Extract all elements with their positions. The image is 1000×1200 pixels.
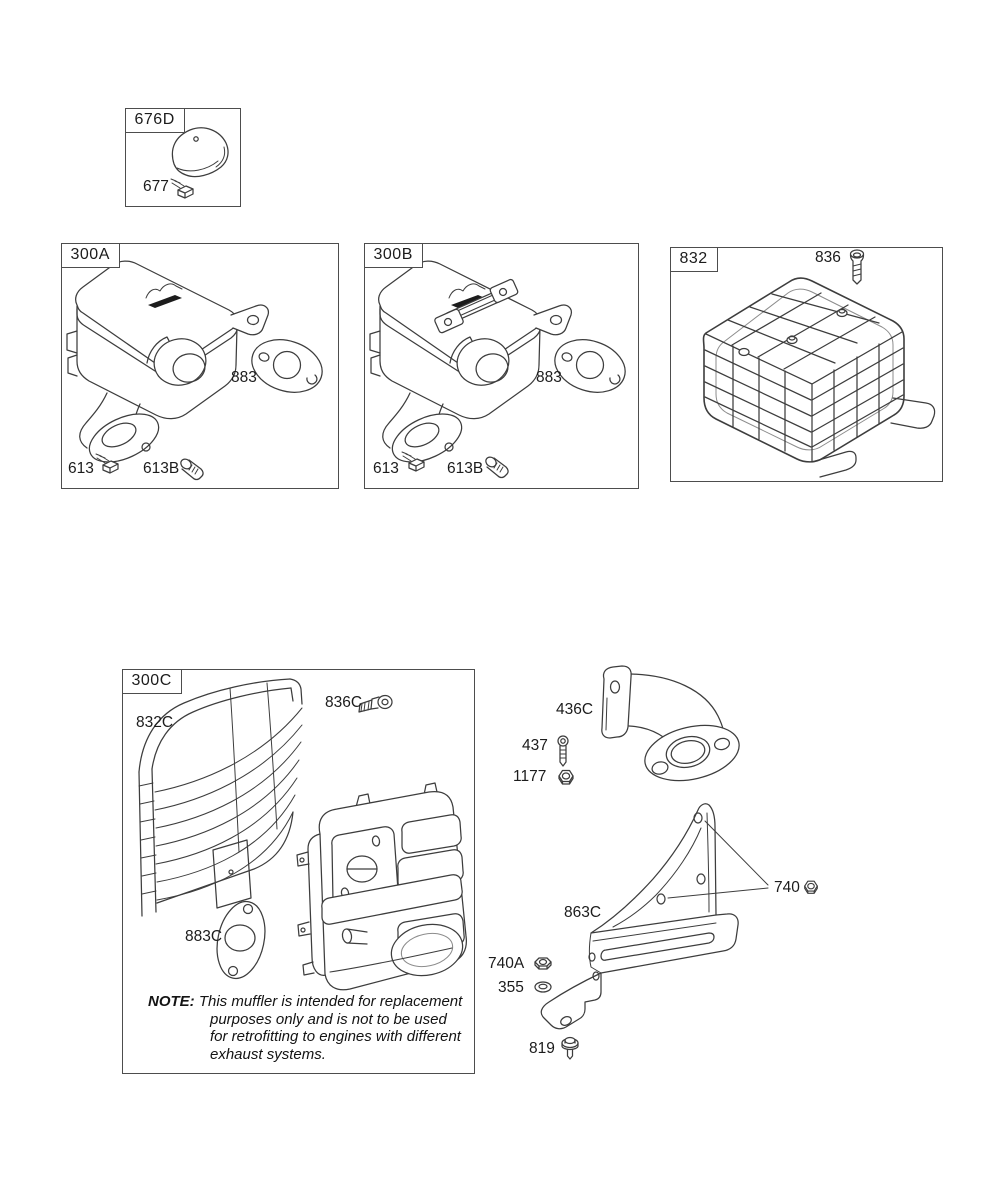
part-label-740a: 740A [488, 955, 525, 972]
group-box-title-300a: 300A [61, 243, 120, 268]
replacement-note [148, 993, 463, 1063]
nut-740-glyph [805, 881, 818, 893]
note-line-4: exhaust systems. [210, 1045, 326, 1063]
note-line-2: purposes only and is not to be used [210, 1010, 447, 1028]
part-label-436c: 436C [556, 701, 594, 718]
part-label-836c: 836C [325, 694, 363, 711]
screw-437-glyph [558, 736, 568, 766]
part-label-836: 836 [815, 249, 841, 266]
nut-740a-glyph [535, 958, 551, 969]
part-label-819: 819 [529, 1040, 555, 1057]
part-label-437: 437 [522, 737, 548, 754]
group-box-300a [61, 243, 339, 489]
part-label-883c: 883C [185, 928, 223, 945]
group-box-title-832: 832 [670, 247, 718, 272]
part-label-883-a: 883 [231, 369, 257, 386]
exhaust-elbow-436c-drawing [602, 666, 745, 789]
note-line-1: NOTE: This muffler is intended for replacement [148, 993, 463, 1010]
part-label-613b-a: 613B [143, 460, 180, 477]
group-box-300b [364, 243, 639, 489]
part-label-613-a: 613 [68, 460, 94, 477]
bolt-819-glyph [562, 1038, 578, 1060]
part-label-863c: 863C [564, 904, 602, 921]
part-label-883-b: 883 [536, 369, 562, 386]
part-label-613b-b: 613B [447, 460, 484, 477]
part-label-355: 355 [498, 979, 524, 996]
part-label-740: 740 [774, 879, 800, 896]
group-box-title-300b: 300B [364, 243, 423, 268]
part-label-677: 677 [143, 178, 169, 195]
washer-355-glyph [535, 982, 551, 992]
group-box-title-676d: 676D [125, 108, 185, 133]
nut-1177-glyph [559, 771, 573, 785]
group-box-832 [670, 247, 943, 482]
note-prefix: NOTE: [148, 993, 195, 1010]
note-line-3: for retrofitting to engines with different [210, 1028, 461, 1045]
group-box-title-300c: 300C [122, 669, 182, 694]
part-label-1177: 1177 [513, 768, 547, 785]
part-label-832c: 832C [136, 714, 174, 731]
part-label-613-b: 613 [373, 460, 399, 477]
